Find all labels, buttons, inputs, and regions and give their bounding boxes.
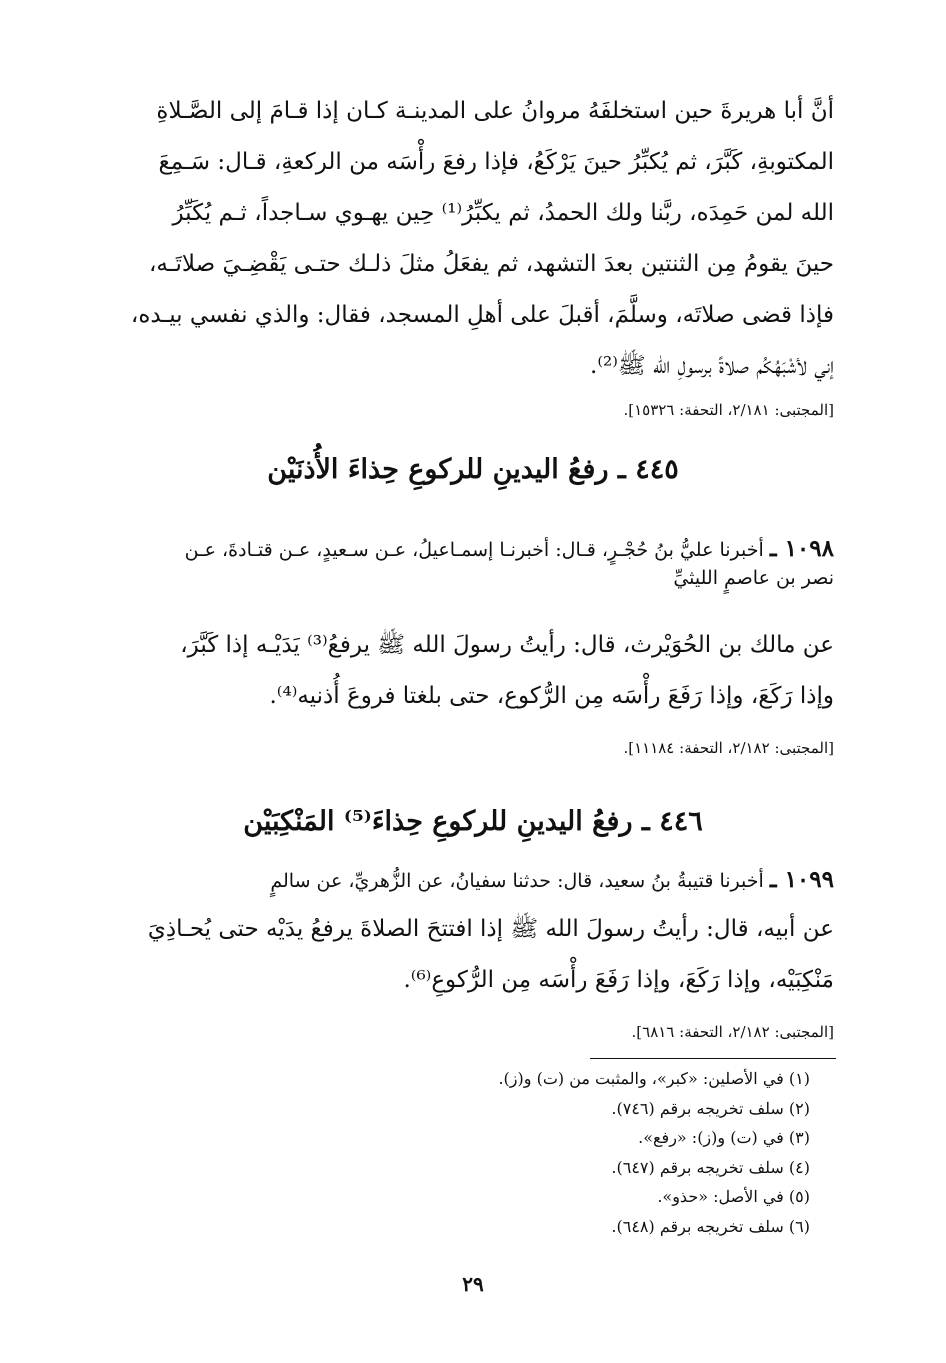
- source-reference: [المجتبى: ٢/١٨٢، التحفة: ١١١٨٤].: [623, 739, 834, 757]
- text-line: فإذا قضى صلاتَه، وسلَّمَ، أقبلَ على أهلِ المسجد، فقال: والذي نفسي بيـده،: [130, 302, 834, 328]
- text-line: عن مالك بن الحُوَيْرث، قال: رأيتُ رسولَ الله ﷺ يرفعُ⁽³⁾ يَدَيْـه إذا كَبَّرَ،: [180, 632, 834, 658]
- hadith-number: ١٠٩٨ ـ: [769, 535, 834, 562]
- text-line: ١٠٩٩ ـ أخبرنا قتيبةُ بنُ سعيد، قال: حدثنا سفيانُ، عن الزُّهريِّ، عن سالمٍ: [270, 866, 834, 893]
- hadith-1098-text: [112, 620, 834, 722]
- footnote: (٢) سلف تخريجه برقم (٧٤٦).: [611, 1098, 810, 1118]
- text-line: إني لأشْبَهُكُم صلاةً برسولِ الله ﷺ⁽²⁾.: [590, 353, 834, 379]
- text-line: ١٠٩٨ ـ أخبرنا عليُّ بنُ حُجْـرٍ، قـال: أخبرنـا إسمـاعيلُ، عـن سـعيدٍ، عـن قتـادةَ، عـن: [184, 535, 834, 562]
- text-line: الله لمن حَمِدَه، ربَّنا ولك الحمدُ، ثم يكبِّرُ⁽¹⁾ حِين يهـوي سـاجداً، ثـم يُكَبِّرُ: [172, 200, 834, 226]
- footnote: (٦) سلف تخريجه برقم (٦٤٨).: [611, 1216, 810, 1236]
- text-line: المكتوبةِ، كَبَّرَ، ثم يُكبِّرُ حينَ يَرْكَعُ، فإذا رفعَ رأْسَه من الركعةِ، قـال: سَـمِعَ: [158, 149, 834, 175]
- text-line: أنَّ أبا هريرةَ حين استخلفَهُ مروانُ على المدينـة كـان إذا قـامَ إلى الصَّـلاةِ: [156, 98, 834, 124]
- hadith-number: ١٠٩٩ ـ: [769, 866, 834, 893]
- footnote: (٥) في الأصل: «حذو».: [657, 1187, 810, 1206]
- source-reference: [المجتبى: ٢/١٨١، التحفة: ١٥٣٢٦].: [623, 401, 834, 419]
- text-line: حينَ يقومُ مِن الثنتين بعدَ التشهد، ثم يفعَلُ مثلَ ذلـك حتـى يَقْضِـيَ صلاتَـه،: [149, 251, 834, 277]
- text-line: نصر بن عاصمٍ الليثيِّ: [673, 567, 834, 589]
- text-line: عن أبيه، قال: رأيتُ رسولَ الله ﷺ إذا افتتحَ الصلاةَ يرفعُ يدَيْه حتى يُحـاذِيَ: [147, 916, 834, 942]
- source-reference: [المجتبى: ٢/١٨٢، التحفة: ٦٨١٦].: [631, 1023, 834, 1041]
- hadith-1099-chain: [112, 866, 834, 895]
- section-heading-446: ٤٤٦ ـ رفعُ اليدينِ للركوعِ حِذاءَ⁽⁵⁾ المَنْكِبَيْن: [243, 806, 703, 837]
- footnote-separator: [590, 1058, 836, 1059]
- hadith-1098-chain: [112, 535, 834, 592]
- section-heading-445: ٤٤٥ ـ رفعُ اليدينِ للركوعِ حِذاءَ الأُذنَيْن: [267, 454, 679, 485]
- paragraph-1: [112, 86, 834, 392]
- footnote: (٣) في (ت) و(ز): «رفع».: [638, 1128, 810, 1147]
- page-number: ٢٩: [462, 1272, 484, 1296]
- text-line: مَنْكِبَيْه، وإذا رَكَعَ، وإذا رَفَعَ رأْسَه مِن الرُّكوعِ⁽⁶⁾.: [403, 967, 834, 993]
- footnotes: [498, 1064, 810, 1241]
- footnote: (٤) سلف تخريجه برقم (٦٤٧).: [611, 1157, 810, 1177]
- footnote: (١) في الأصلين: «كبر»، والمثبت من (ت) و(ز).: [498, 1069, 810, 1088]
- hadith-1099-text: [112, 904, 834, 1006]
- text-line: وإذا رَكَعَ، وإذا رَفَعَ رأْسَه مِن الرُّكوع، حتى بلغتا فروعَ أُذنيه⁽⁴⁾.: [269, 683, 834, 709]
